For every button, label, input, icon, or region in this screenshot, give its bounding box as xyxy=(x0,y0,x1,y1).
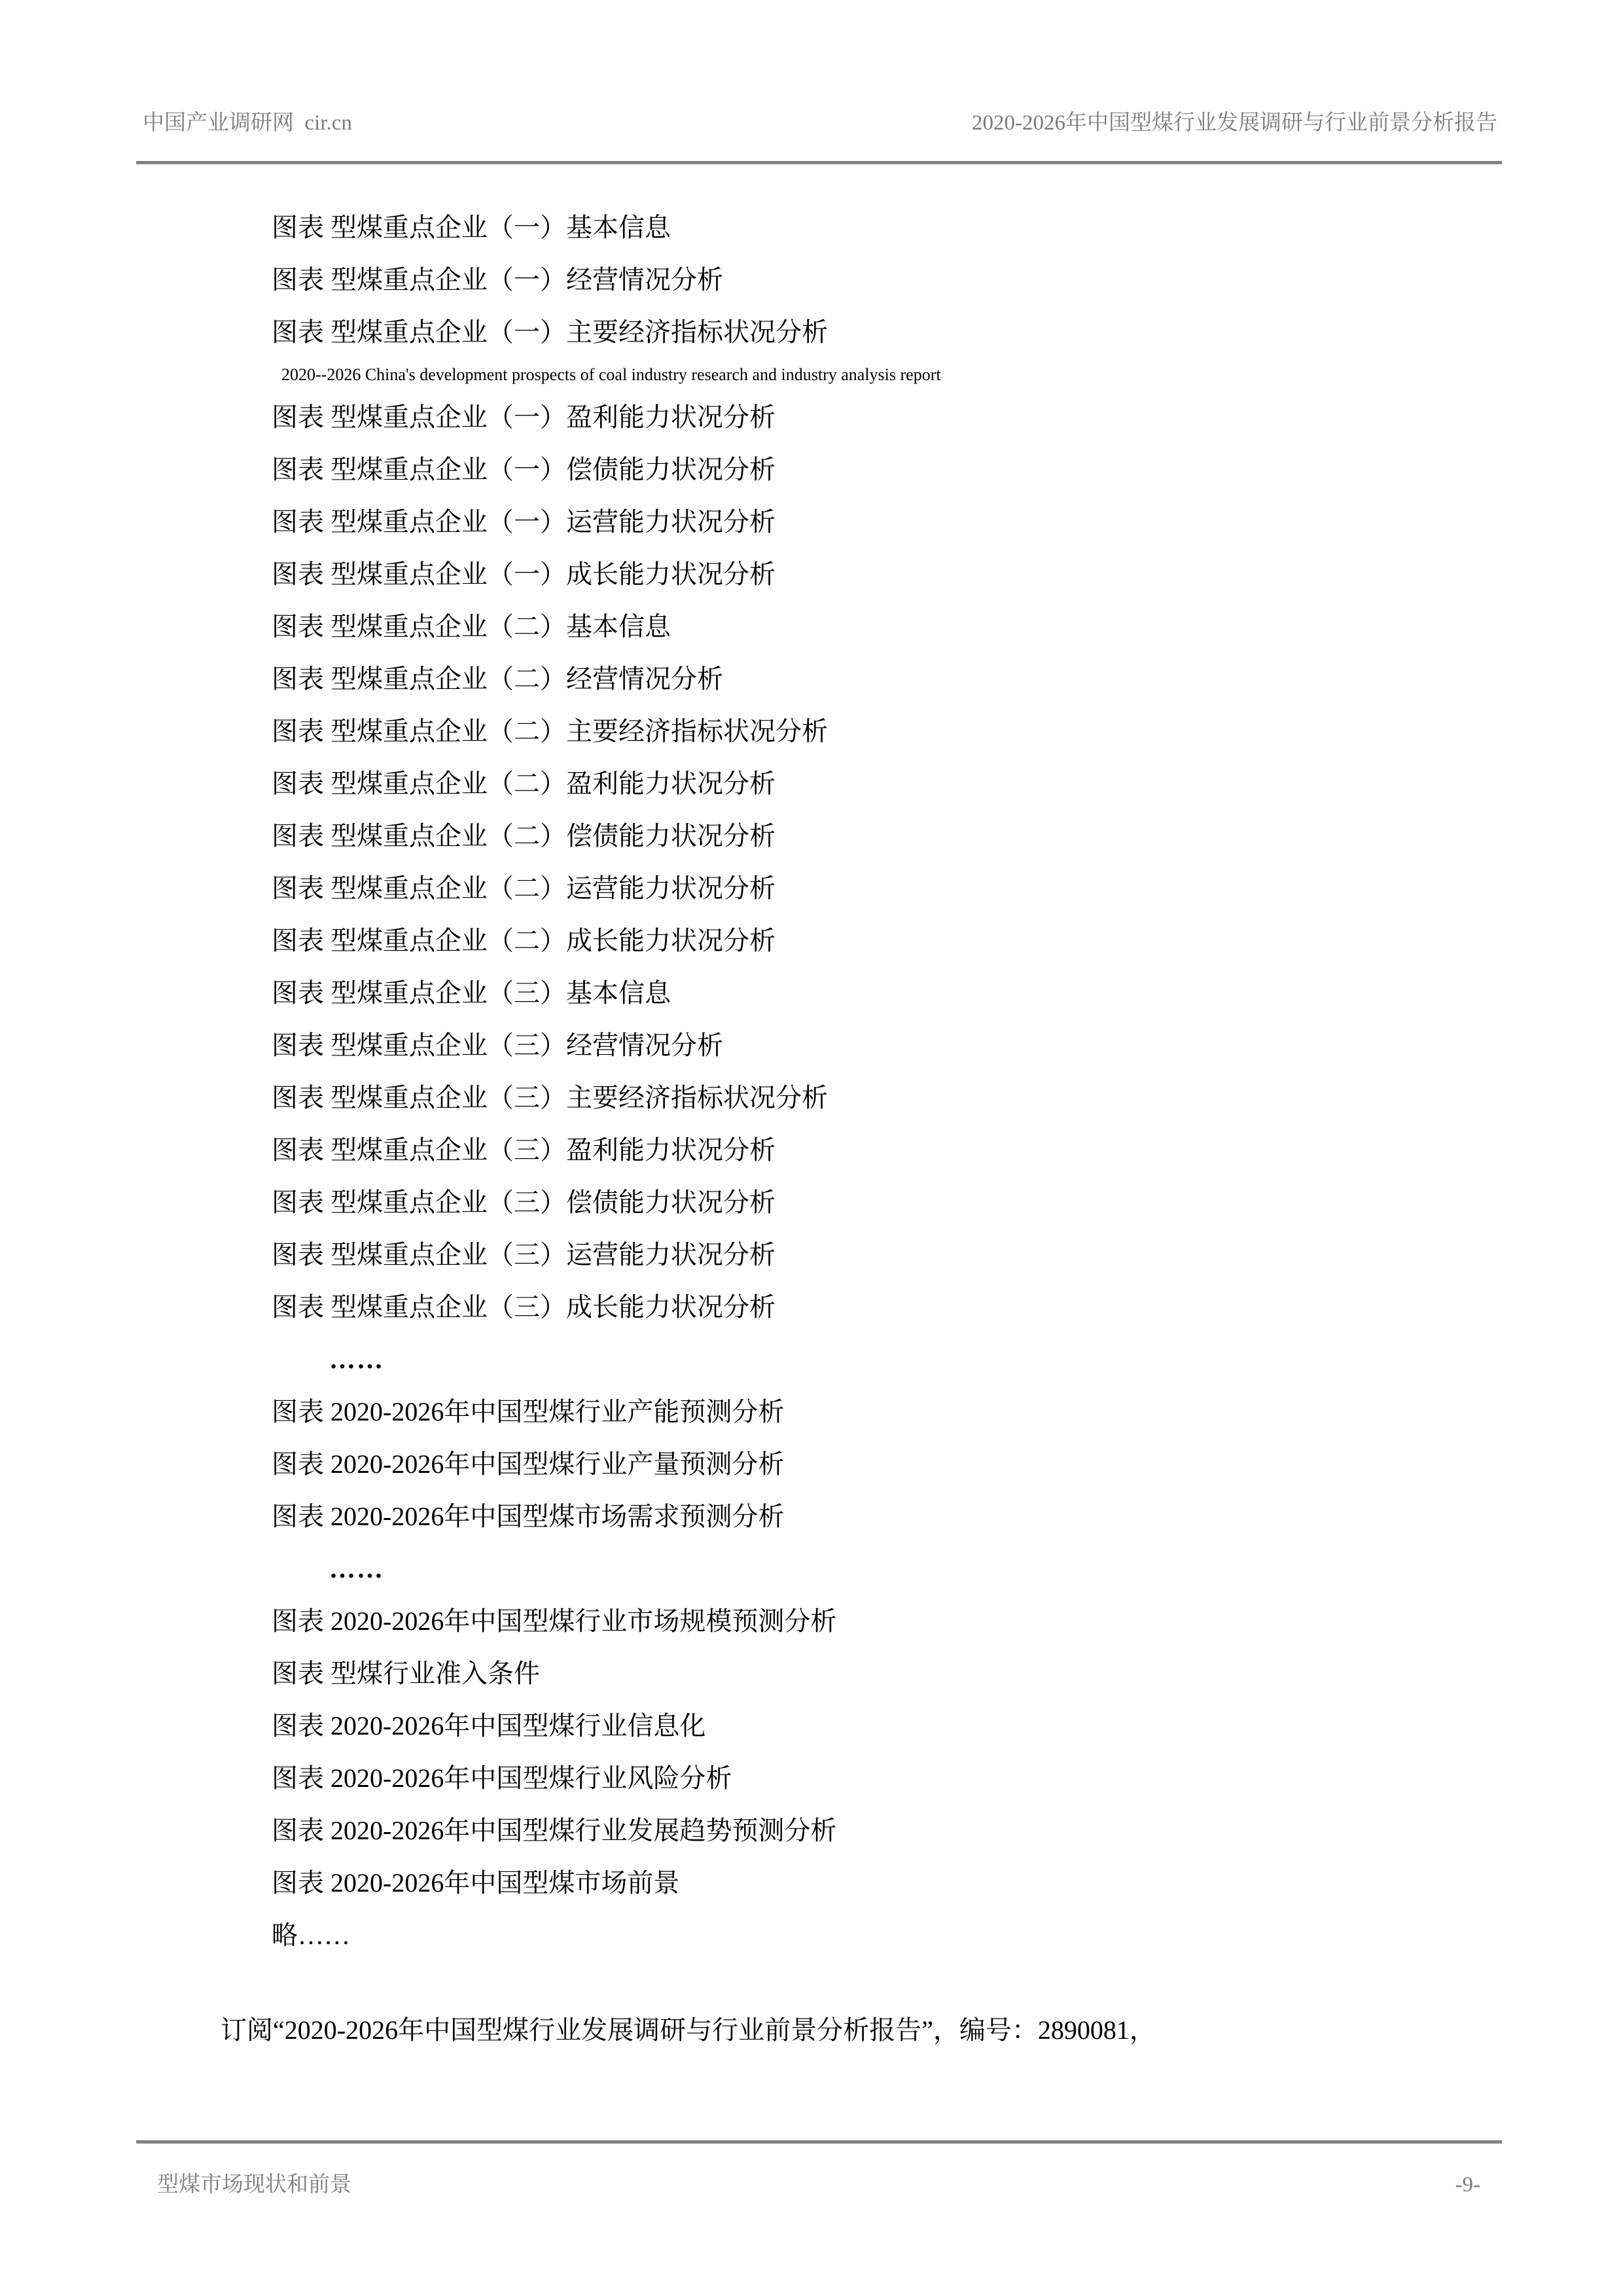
toc-entry: 图表 型煤重点企业（一）偿债能力状况分析 xyxy=(272,455,776,484)
toc-entry: 图表 型煤重点企业（二）基本信息 xyxy=(272,612,671,641)
toc-entry: 图表 型煤重点企业（三）盈利能力状况分析 xyxy=(272,1135,776,1165)
toc-entry: 图表 型煤重点企业（一）主要经济指标状况分析 xyxy=(272,317,828,347)
toc-entry: 图表 型煤重点企业（三）经营情况分析 xyxy=(272,1031,723,1060)
toc-entry: 图表 型煤重点企业（二）主要经济指标状况分析 xyxy=(272,716,828,746)
toc-entry: 图表 2020-2026年中国型煤市场前景 xyxy=(272,1868,680,1898)
toc-entry: 图表 2020-2026年中国型煤行业产能预测分析 xyxy=(272,1397,785,1426)
toc-entry: 图表 2020-2026年中国型煤行业市场规模预测分析 xyxy=(272,1606,837,1636)
toc-entry: 图表 型煤重点企业（一）经营情况分析 xyxy=(272,265,723,294)
toc-entry: 图表 型煤行业准入条件 xyxy=(272,1659,540,1688)
toc-entry: 图表 型煤重点企业（三）基本信息 xyxy=(272,978,671,1008)
toc-entry: 图表 型煤重点企业（二）成长能力状况分析 xyxy=(272,926,776,955)
page-footer xyxy=(157,2171,1480,2199)
toc-entry: 图表 型煤重点企业（二）运营能力状况分析 xyxy=(272,874,776,903)
ellipsis-line: …… xyxy=(329,1345,384,1374)
footer-rule xyxy=(136,2140,1502,2144)
subscribe-line: 订阅“2020-2026年中国型煤行业发展调研与行业前景分析报告”，编号：2890081， xyxy=(221,2015,1156,2045)
toc-entry: 图表 型煤重点企业（三）运营能力状况分析 xyxy=(272,1240,776,1269)
toc-entry: 图表 型煤重点企业（三）成长能力状况分析 xyxy=(272,1292,776,1322)
toc-entry: 图表 型煤重点企业（一）成长能力状况分析 xyxy=(272,559,776,589)
toc-entry: 图表 型煤重点企业（二）经营情况分析 xyxy=(272,664,723,694)
page-number: -9- xyxy=(1455,2173,1480,2197)
toc-entry: 图表 型煤重点企业（二）盈利能力状况分析 xyxy=(272,769,776,798)
toc-entry: 图表 2020-2026年中国型煤行业产量预测分析 xyxy=(272,1449,785,1479)
report-title: 2020-2026年中国型煤行业发展调研与行业前景分析报告 xyxy=(972,111,1497,135)
toc-entry: 图表 型煤重点企业（三）主要经济指标状况分析 xyxy=(272,1083,828,1112)
toc-entry: 图表 型煤重点企业（一）基本信息 xyxy=(272,213,671,242)
toc-entry: 图表 型煤重点企业（一）盈利能力状况分析 xyxy=(272,402,776,432)
toc-entry: 图表 2020-2026年中国型煤行业风险分析 xyxy=(272,1763,732,1793)
figure-list xyxy=(0,202,1623,1962)
toc-entry: 图表 2020-2026年中国型煤市场需求预测分析 xyxy=(272,1502,785,1531)
omitted-note: 略…… xyxy=(272,1920,350,1950)
site-name: 中国产业调研网 cir.cn xyxy=(143,111,352,135)
toc-entry: 图表 2020-2026年中国型煤行业发展趋势预测分析 xyxy=(272,1816,837,1845)
toc-entry: 图表 型煤重点企业（一）运营能力状况分析 xyxy=(272,507,776,537)
toc-entry: 图表 型煤重点企业（二）偿债能力状况分析 xyxy=(272,821,776,851)
header-rule xyxy=(136,161,1502,164)
footer-title: 型煤市场现状和前景 xyxy=(157,2173,351,2197)
watermark-note: 2020--2026 China's development prospects of coal industry research and industry analysis report xyxy=(281,365,941,384)
page-header xyxy=(143,109,1497,137)
ellipsis-line: …… xyxy=(329,1554,384,1583)
toc-entry: 图表 型煤重点企业（三）偿债能力状况分析 xyxy=(272,1188,776,1217)
toc-entry: 图表 2020-2026年中国型煤行业信息化 xyxy=(272,1711,706,1740)
